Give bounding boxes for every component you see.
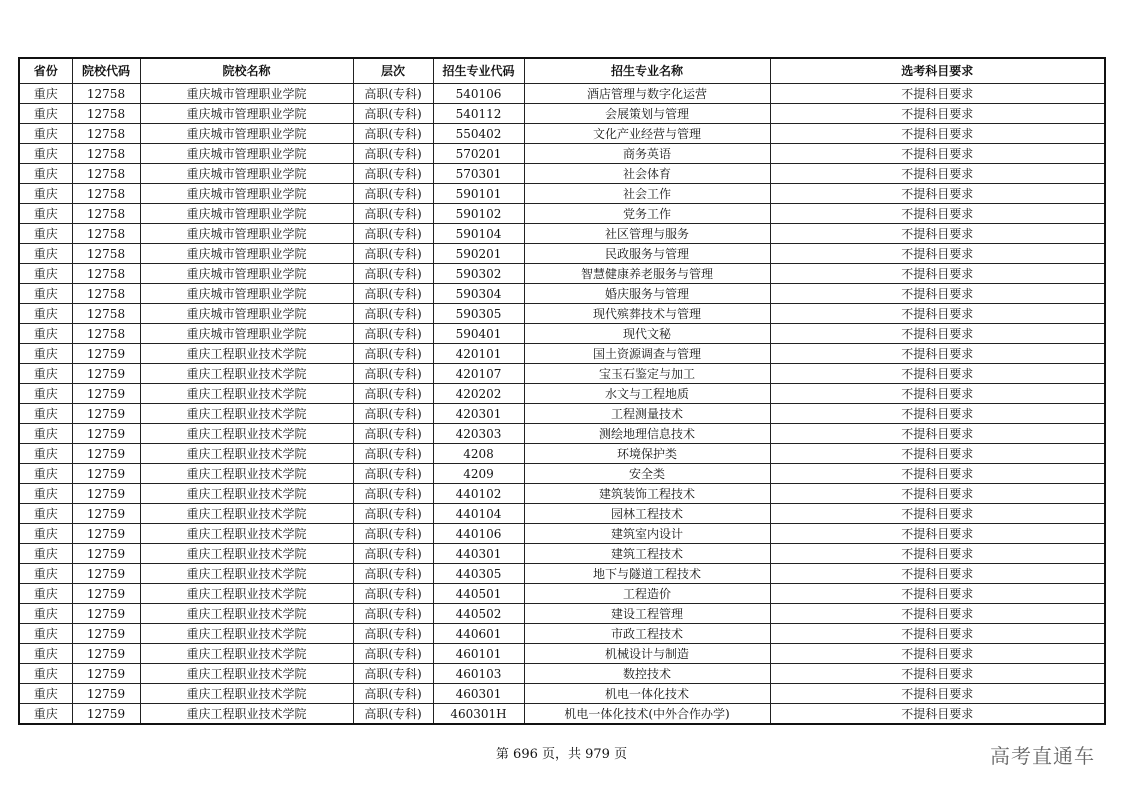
table-row [19,344,1105,364]
cell-school-code: 12759 [72,704,140,725]
cell-major-code: 440305 [433,564,524,584]
table-row [19,224,1105,244]
cell-subject-requirement: 不提科目要求 [770,564,1105,584]
cell-major-name: 建筑装饰工程技术 [524,484,770,504]
table-row [19,604,1105,624]
cell-level: 高职(专科) [353,604,433,624]
cell-level: 高职(专科) [353,584,433,604]
cell-level: 高职(专科) [353,224,433,244]
cell-subject-requirement: 不提科目要求 [770,104,1105,124]
cell-school-code: 12758 [72,184,140,204]
cell-school-name: 重庆工程职业技术学院 [140,504,353,524]
cell-major-code: 590305 [433,304,524,324]
cell-school-code: 12758 [72,244,140,264]
cell-subject-requirement: 不提科目要求 [770,344,1105,364]
cell-province: 重庆 [19,484,72,504]
table-row [19,84,1105,104]
cell-school-name: 重庆工程职业技术学院 [140,384,353,404]
cell-school-name: 重庆城市管理职业学院 [140,304,353,324]
cell-province: 重庆 [19,384,72,404]
cell-major-name: 会展策划与管理 [524,104,770,124]
cell-province: 重庆 [19,404,72,424]
cell-major-name: 婚庆服务与管理 [524,284,770,304]
table-row [19,384,1105,404]
cell-school-name: 重庆工程职业技术学院 [140,704,353,725]
cell-major-name: 国土资源调查与管理 [524,344,770,364]
cell-subject-requirement: 不提科目要求 [770,224,1105,244]
table-row [19,184,1105,204]
cell-level: 高职(专科) [353,264,433,284]
cell-major-code: 550402 [433,124,524,144]
cell-school-name: 重庆工程职业技术学院 [140,624,353,644]
cell-school-code: 12758 [72,284,140,304]
cell-school-name: 重庆城市管理职业学院 [140,224,353,244]
cell-subject-requirement: 不提科目要求 [770,624,1105,644]
cell-school-code: 12758 [72,264,140,284]
cell-school-name: 重庆工程职业技术学院 [140,684,353,704]
cell-level: 高职(专科) [353,364,433,384]
cell-school-code: 12759 [72,644,140,664]
cell-province: 重庆 [19,104,72,124]
cell-school-name: 重庆工程职业技术学院 [140,364,353,384]
cell-subject-requirement: 不提科目要求 [770,644,1105,664]
cell-major-name: 建筑工程技术 [524,544,770,564]
cell-school-name: 重庆城市管理职业学院 [140,144,353,164]
table-row [19,244,1105,264]
cell-subject-requirement: 不提科目要求 [770,364,1105,384]
cell-subject-requirement: 不提科目要求 [770,304,1105,324]
cell-major-code: 420107 [433,364,524,384]
cell-school-name: 重庆城市管理职业学院 [140,104,353,124]
cell-major-name: 安全类 [524,464,770,484]
cell-level: 高职(专科) [353,84,433,104]
table-row [19,304,1105,324]
cell-school-name: 重庆工程职业技术学院 [140,584,353,604]
cell-level: 高职(专科) [353,384,433,404]
cell-major-code: 590102 [433,204,524,224]
cell-school-code: 12759 [72,604,140,624]
header-school-code: 院校代码 [72,58,140,84]
cell-major-name: 机电一体化技术 [524,684,770,704]
cell-major-name: 社会体育 [524,164,770,184]
cell-province: 重庆 [19,144,72,164]
cell-major-code: 420101 [433,344,524,364]
cell-major-name: 党务工作 [524,204,770,224]
table-row [19,584,1105,604]
cell-major-code: 570301 [433,164,524,184]
cell-school-code: 12759 [72,624,140,644]
header-school-name: 院校名称 [140,58,353,84]
cell-major-code: 440301 [433,544,524,564]
cell-province: 重庆 [19,604,72,624]
table-row [19,124,1105,144]
cell-school-code: 12758 [72,224,140,244]
cell-province: 重庆 [19,424,72,444]
cell-major-code: 440102 [433,484,524,504]
table-row [19,164,1105,184]
cell-school-code: 12759 [72,444,140,464]
cell-major-code: 590104 [433,224,524,244]
cell-major-code: 460101 [433,644,524,664]
cell-level: 高职(专科) [353,284,433,304]
cell-province: 重庆 [19,264,72,284]
table-row [19,464,1105,484]
cell-province: 重庆 [19,224,72,244]
table-row [19,264,1105,284]
cell-level: 高职(专科) [353,184,433,204]
table-row [19,284,1105,304]
cell-school-name: 重庆工程职业技术学院 [140,544,353,564]
cell-school-code: 12759 [72,344,140,364]
cell-level: 高职(专科) [353,644,433,664]
table-row [19,544,1105,564]
cell-school-code: 12758 [72,204,140,224]
cell-major-code: 460301H [433,704,524,725]
cell-major-code: 590101 [433,184,524,204]
cell-major-code: 460301 [433,684,524,704]
cell-level: 高职(专科) [353,404,433,424]
cell-province: 重庆 [19,544,72,564]
cell-school-code: 12758 [72,84,140,104]
cell-major-code: 590304 [433,284,524,304]
cell-major-code: 590302 [433,264,524,284]
cell-school-code: 12759 [72,364,140,384]
cell-school-code: 12759 [72,504,140,524]
cell-school-name: 重庆工程职业技术学院 [140,564,353,584]
table-row [19,204,1105,224]
cell-school-name: 重庆城市管理职业学院 [140,164,353,184]
cell-province: 重庆 [19,664,72,684]
cell-major-code: 420301 [433,404,524,424]
header-subject-requirement: 选考科目要求 [770,58,1105,84]
cell-subject-requirement: 不提科目要求 [770,704,1105,725]
cell-subject-requirement: 不提科目要求 [770,84,1105,104]
cell-province: 重庆 [19,344,72,364]
cell-school-name: 重庆工程职业技术学院 [140,484,353,504]
table-row [19,364,1105,384]
cell-school-code: 12759 [72,424,140,444]
cell-major-code: 440502 [433,604,524,624]
cell-school-name: 重庆城市管理职业学院 [140,244,353,264]
cell-school-code: 12758 [72,144,140,164]
cell-subject-requirement: 不提科目要求 [770,664,1105,684]
cell-province: 重庆 [19,304,72,324]
cell-school-name: 重庆工程职业技术学院 [140,404,353,424]
cell-province: 重庆 [19,204,72,224]
cell-school-code: 12759 [72,524,140,544]
table-row [19,524,1105,544]
cell-school-code: 12758 [72,304,140,324]
cell-school-code: 12759 [72,544,140,564]
cell-province: 重庆 [19,324,72,344]
cell-province: 重庆 [19,84,72,104]
cell-major-code: 540106 [433,84,524,104]
cell-major-name: 现代文秘 [524,324,770,344]
cell-level: 高职(专科) [353,324,433,344]
cell-province: 重庆 [19,464,72,484]
cell-school-name: 重庆工程职业技术学院 [140,344,353,364]
cell-school-name: 重庆城市管理职业学院 [140,264,353,284]
cell-major-name: 商务英语 [524,144,770,164]
cell-major-code: 440501 [433,584,524,604]
cell-subject-requirement: 不提科目要求 [770,324,1105,344]
cell-school-code: 12759 [72,464,140,484]
header-major-code: 招生专业代码 [433,58,524,84]
cell-school-name: 重庆工程职业技术学院 [140,524,353,544]
cell-level: 高职(专科) [353,304,433,324]
table-row [19,564,1105,584]
cell-level: 高职(专科) [353,344,433,364]
cell-school-name: 重庆城市管理职业学院 [140,204,353,224]
cell-major-code: 460103 [433,664,524,684]
cell-level: 高职(专科) [353,104,433,124]
cell-province: 重庆 [19,524,72,544]
cell-subject-requirement: 不提科目要求 [770,604,1105,624]
cell-major-name: 宝玉石鉴定与加工 [524,364,770,384]
cell-level: 高职(专科) [353,544,433,564]
cell-school-code: 12759 [72,584,140,604]
cell-major-name: 工程造价 [524,584,770,604]
table-row [19,684,1105,704]
cell-school-name: 重庆城市管理职业学院 [140,124,353,144]
cell-level: 高职(专科) [353,704,433,725]
cell-school-code: 12759 [72,384,140,404]
table-row [19,144,1105,164]
header-level: 层次 [353,58,433,84]
cell-school-code: 12758 [72,324,140,344]
cell-major-name: 园林工程技术 [524,504,770,524]
table-row [19,644,1105,664]
cell-major-name: 现代殡葬技术与管理 [524,304,770,324]
cell-level: 高职(专科) [353,624,433,644]
cell-major-name: 建筑室内设计 [524,524,770,544]
table-row [19,504,1105,524]
cell-level: 高职(专科) [353,664,433,684]
cell-level: 高职(专科) [353,124,433,144]
cell-major-code: 420202 [433,384,524,404]
cell-school-code: 12758 [72,104,140,124]
cell-school-name: 重庆城市管理职业学院 [140,324,353,344]
table-row [19,624,1105,644]
cell-subject-requirement: 不提科目要求 [770,524,1105,544]
cell-major-code: 590201 [433,244,524,264]
cell-level: 高职(专科) [353,164,433,184]
cell-subject-requirement: 不提科目要求 [770,264,1105,284]
cell-level: 高职(专科) [353,204,433,224]
cell-subject-requirement: 不提科目要求 [770,464,1105,484]
cell-subject-requirement: 不提科目要求 [770,244,1105,264]
table-row [19,424,1105,444]
cell-major-name: 机械设计与制造 [524,644,770,664]
cell-subject-requirement: 不提科目要求 [770,404,1105,424]
cell-school-name: 重庆城市管理职业学院 [140,184,353,204]
cell-subject-requirement: 不提科目要求 [770,684,1105,704]
cell-school-name: 重庆工程职业技术学院 [140,664,353,684]
table-row [19,324,1105,344]
cell-subject-requirement: 不提科目要求 [770,504,1105,524]
cell-school-code: 12759 [72,404,140,424]
cell-major-name: 环境保护类 [524,444,770,464]
cell-major-code: 440104 [433,504,524,524]
cell-major-name: 测绘地理信息技术 [524,424,770,444]
cell-school-name: 重庆工程职业技术学院 [140,444,353,464]
cell-major-name: 智慧健康养老服务与管理 [524,264,770,284]
cell-school-name: 重庆工程职业技术学院 [140,644,353,664]
cell-subject-requirement: 不提科目要求 [770,444,1105,464]
cell-province: 重庆 [19,164,72,184]
cell-level: 高职(专科) [353,464,433,484]
cell-school-name: 重庆工程职业技术学院 [140,604,353,624]
cell-school-name: 重庆工程职业技术学院 [140,424,353,444]
cell-province: 重庆 [19,504,72,524]
cell-major-name: 工程测量技术 [524,404,770,424]
cell-province: 重庆 [19,184,72,204]
cell-major-name: 数控技术 [524,664,770,684]
cell-major-name: 机电一体化技术(中外合作办学) [524,704,770,725]
cell-province: 重庆 [19,704,72,725]
cell-major-name: 社区管理与服务 [524,224,770,244]
table-row [19,664,1105,684]
cell-province: 重庆 [19,624,72,644]
cell-school-code: 12759 [72,664,140,684]
cell-level: 高职(专科) [353,504,433,524]
cell-level: 高职(专科) [353,244,433,264]
cell-major-code: 590401 [433,324,524,344]
cell-major-name: 建设工程管理 [524,604,770,624]
cell-subject-requirement: 不提科目要求 [770,144,1105,164]
cell-major-name: 酒店管理与数字化运营 [524,84,770,104]
cell-school-name: 重庆城市管理职业学院 [140,84,353,104]
cell-province: 重庆 [19,584,72,604]
cell-subject-requirement: 不提科目要求 [770,484,1105,504]
page-number: 第 696 页，共 979 页 [495,747,628,762]
cell-school-code: 12759 [72,484,140,504]
cell-major-name: 社会工作 [524,184,770,204]
cell-province: 重庆 [19,684,72,704]
cell-province: 重庆 [19,284,72,304]
cell-subject-requirement: 不提科目要求 [770,164,1105,184]
header-major-name: 招生专业名称 [524,58,770,84]
cell-school-code: 12758 [72,124,140,144]
cell-level: 高职(专科) [353,444,433,464]
table-body [19,84,1105,725]
cell-school-name: 重庆工程职业技术学院 [140,464,353,484]
cell-major-code: 440106 [433,524,524,544]
cell-province: 重庆 [19,364,72,384]
cell-school-code: 12759 [72,564,140,584]
cell-subject-requirement: 不提科目要求 [770,124,1105,144]
cell-subject-requirement: 不提科目要求 [770,384,1105,404]
table-row [19,444,1105,464]
cell-province: 重庆 [19,124,72,144]
cell-major-code: 4208 [433,444,524,464]
cell-major-code: 540112 [433,104,524,124]
admission-table [18,57,1106,725]
cell-school-name: 重庆城市管理职业学院 [140,284,353,304]
header-province: 省份 [19,58,72,84]
cell-major-code: 570201 [433,144,524,164]
cell-province: 重庆 [19,644,72,664]
cell-subject-requirement: 不提科目要求 [770,424,1105,444]
cell-school-code: 12759 [72,684,140,704]
cell-level: 高职(专科) [353,684,433,704]
cell-subject-requirement: 不提科目要求 [770,204,1105,224]
cell-level: 高职(专科) [353,484,433,504]
cell-province: 重庆 [19,244,72,264]
cell-major-name: 水文与工程地质 [524,384,770,404]
table-row [19,404,1105,424]
table-row [19,104,1105,124]
cell-major-name: 市政工程技术 [524,624,770,644]
cell-level: 高职(专科) [353,524,433,544]
cell-major-name: 民政服务与管理 [524,244,770,264]
cell-major-code: 4209 [433,464,524,484]
cell-level: 高职(专科) [353,144,433,164]
watermark-logo-text: 高考直通车 [990,744,1095,768]
cell-subject-requirement: 不提科目要求 [770,584,1105,604]
cell-subject-requirement: 不提科目要求 [770,184,1105,204]
cell-school-code: 12758 [72,164,140,184]
cell-level: 高职(专科) [353,424,433,444]
cell-major-name: 文化产业经营与管理 [524,124,770,144]
cell-province: 重庆 [19,564,72,584]
cell-major-code: 420303 [433,424,524,444]
cell-subject-requirement: 不提科目要求 [770,284,1105,304]
cell-major-name: 地下与隧道工程技术 [524,564,770,584]
cell-province: 重庆 [19,444,72,464]
cell-major-code: 440601 [433,624,524,644]
cell-subject-requirement: 不提科目要求 [770,544,1105,564]
table-header-row [19,58,1105,84]
cell-level: 高职(专科) [353,564,433,584]
table-row [19,484,1105,504]
table-row [19,704,1105,725]
